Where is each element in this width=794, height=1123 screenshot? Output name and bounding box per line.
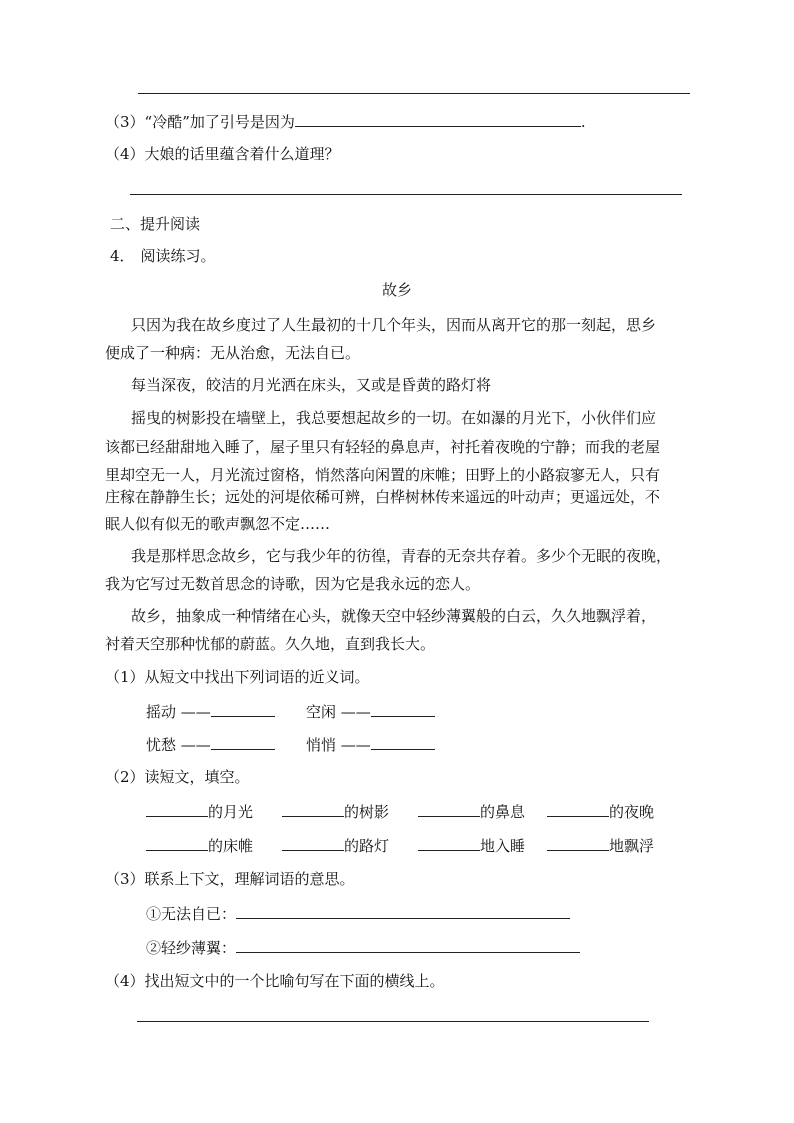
- q2-r1-2: [282, 801, 389, 822]
- q2-r1-3: [418, 801, 525, 822]
- q1-label: （1）从短文中找出下列词语的近义词。: [105, 668, 370, 686]
- passage-line-2: 便成了一种病：无从治愈，无法自已。: [105, 344, 361, 362]
- q1-word-2-text: 空闲 ——: [306, 703, 371, 721]
- passage-line-10: 我为它写过无数首思念的诗歌，因为它是我永远的恋人。: [105, 575, 481, 593]
- item-number: 4．: [110, 247, 135, 265]
- q3-blank-1[interactable]: [236, 903, 570, 919]
- passage-line-8: 眠人似有似无的歌声飘忽不定……: [105, 515, 331, 533]
- q2-r1-text-1: 的月光: [208, 803, 254, 821]
- q2-r2-text-4: 地飘浮: [609, 837, 655, 855]
- q1-blank-2[interactable]: [371, 701, 435, 717]
- q2-r1-blank-3[interactable]: [418, 801, 480, 817]
- q1-word-2: [306, 701, 435, 722]
- prev-q3: [105, 111, 586, 132]
- passage-line-11: 故乡，抽象成一种情绪在心头，就像天空中轻纱薄翼般的白云，久久地飘浮着，: [131, 607, 657, 625]
- item-title: 阅读练习。: [140, 247, 216, 265]
- passage-line-7: 庄稼在静静生长；远处的河堤依稀可辨，白桦树林传来遥远的叶动声；更遥远处，不: [105, 488, 661, 506]
- q2-r1-1: [146, 801, 253, 822]
- q2-r2-blank-2[interactable]: [282, 835, 344, 851]
- q1-blank-4[interactable]: [371, 734, 435, 750]
- q4-answer-line[interactable]: [137, 1021, 649, 1022]
- q2-r2-text-1: 的床帷: [208, 837, 254, 855]
- prev-q4-label: （4）大娘的话里蕴含着什么道理？: [105, 145, 340, 163]
- q2-r1-blank-1[interactable]: [146, 801, 208, 817]
- passage-line-12: 衬着天空那种忧郁的蔚蓝。久久地，直到我长大。: [105, 635, 436, 653]
- q1-word-1: [146, 701, 275, 722]
- passage-title: 故乡: [382, 281, 413, 299]
- passage-line-3: 每当深夜，皎洁的月光洒在床头，又或是昏黄的路灯将: [131, 376, 492, 394]
- section-heading: 二、提升阅读: [110, 215, 201, 233]
- q2-r1-4: [547, 801, 654, 822]
- q1-word-3: [146, 734, 275, 755]
- q2-r2-blank-4[interactable]: [547, 835, 609, 851]
- q2-r1-text-3: 的鼻息: [480, 803, 526, 821]
- q1-blank-3[interactable]: [211, 734, 275, 750]
- passage-line-1: 只因为我在故乡度过了人生最初的十几个年头，因而从离开它的那一刻起，思乡: [131, 316, 657, 334]
- q2-label: （2）读短文，填空。: [105, 768, 250, 786]
- q2-r2-blank-1[interactable]: [146, 835, 208, 851]
- q2-r1-text-2: 的树影: [344, 803, 390, 821]
- q2-r2-3: [418, 835, 525, 856]
- q1-blank-1[interactable]: [211, 701, 275, 717]
- q2-r1-text-4: 的夜晚: [609, 803, 655, 821]
- q4-label: （4）找出短文中的一个比喻句写在下面的横线上。: [105, 972, 445, 990]
- passage-line-9: 我是那样思念故乡，它与我少年的彷徨，青春的无奈共存着。多少个无眠的夜晚，: [131, 547, 672, 565]
- q2-r2-text-3: 地入睡: [480, 837, 526, 855]
- q1-word-3-text: 忧愁 ——: [146, 736, 211, 754]
- q3-label: （3）联系上下文，理解词语的意思。: [105, 870, 355, 888]
- prev-q4-answer-line[interactable]: [130, 194, 682, 195]
- q3-item-2: [146, 937, 580, 958]
- q2-r1-blank-4[interactable]: [547, 801, 609, 817]
- passage-line-6: 里却空无一人，月光流过窗格，悄然落向闲置的床帷；田野上的小路寂寥无人，只有: [105, 466, 661, 484]
- q3-item-2-text: ②轻纱薄翼：: [146, 939, 237, 957]
- answer-line-top[interactable]: [138, 93, 690, 94]
- q2-r2-4: [547, 835, 654, 856]
- q2-r2-2: [282, 835, 389, 856]
- q3-item-1-text: ①无法自已：: [146, 905, 237, 923]
- passage-line-4: 摇曳的树影投在墙壁上，我总要想起故乡的一切。在如瀑的月光下，小伙伴们应: [131, 409, 657, 427]
- q2-r1-blank-2[interactable]: [282, 801, 344, 817]
- passage-line-5: 该都已经甜甜地入睡了，屋子里只有轻轻的鼻息声，衬托着夜晚的宁静；而我的老屋: [105, 438, 661, 456]
- prev-q3-end: .: [580, 113, 586, 131]
- prev-q3-blank[interactable]: [295, 111, 581, 127]
- q3-item-1: [146, 903, 570, 924]
- q2-r2-text-2: 的路灯: [344, 837, 390, 855]
- q2-r2-1: [146, 835, 253, 856]
- q1-word-4-text: 悄悄 ——: [306, 736, 371, 754]
- item-4: [110, 246, 216, 266]
- q1-word-1-text: 摇动 ——: [146, 703, 211, 721]
- q2-r2-blank-3[interactable]: [418, 835, 480, 851]
- prev-q3-label: （3）“冷酷”加了引号是因为: [105, 113, 295, 131]
- q3-blank-2[interactable]: [236, 937, 580, 953]
- q1-word-4: [306, 734, 435, 755]
